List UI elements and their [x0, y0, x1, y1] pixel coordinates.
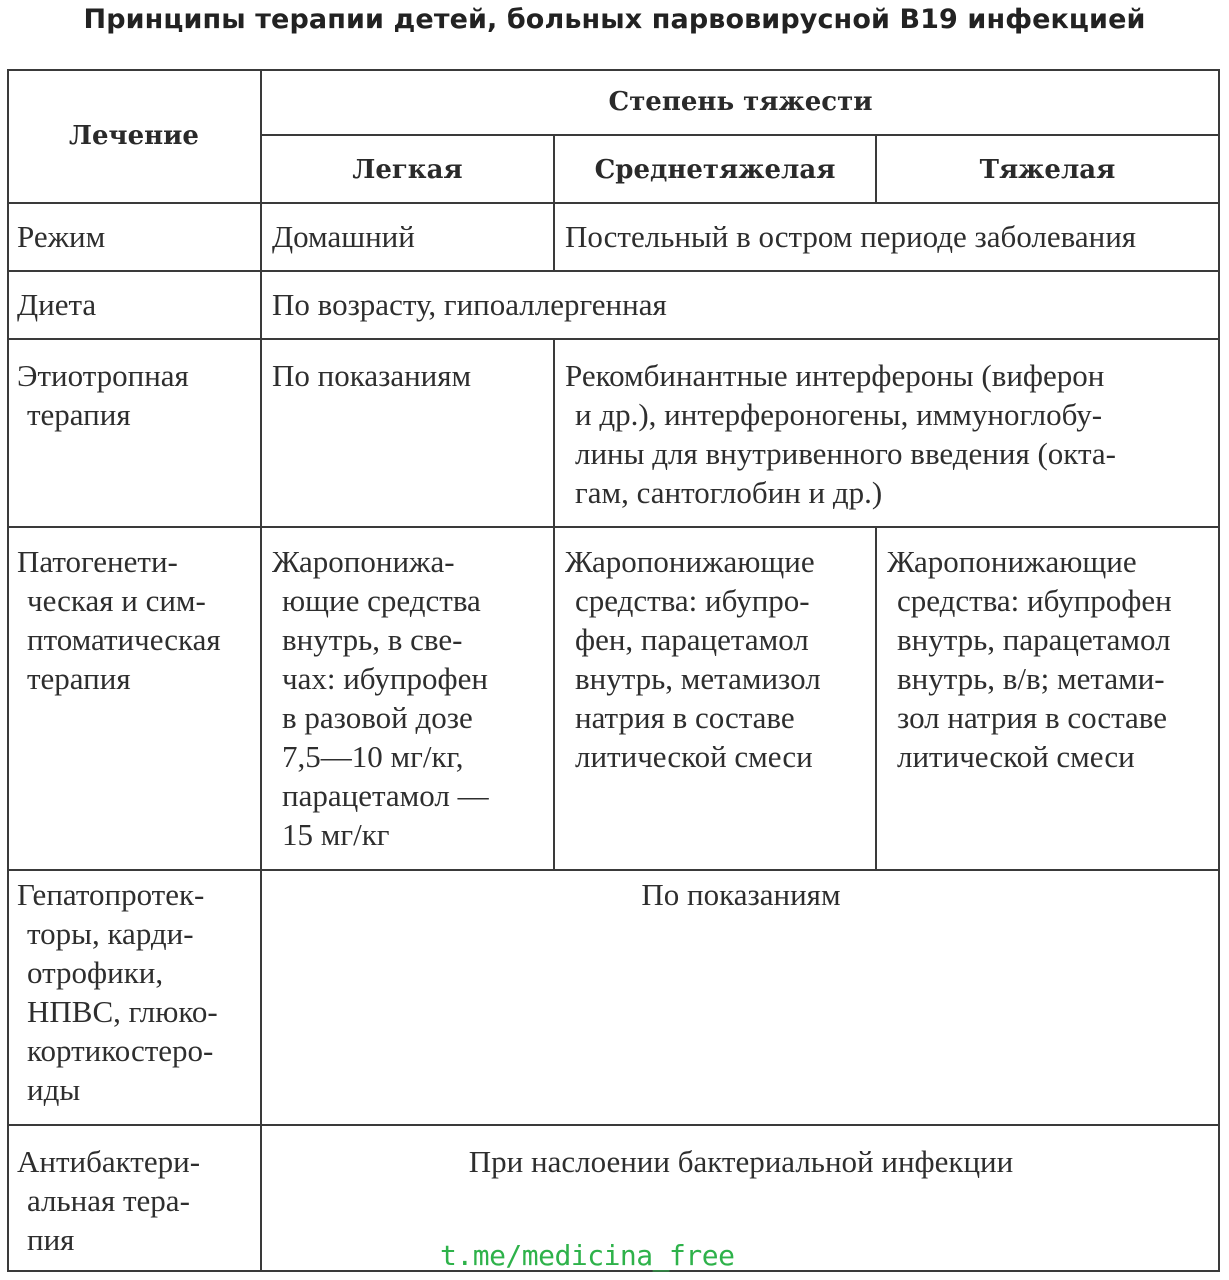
cell-line: литической смеси: [575, 739, 813, 774]
cell-line: и др.), интерфероногены, иммуноглобу-: [575, 397, 1103, 432]
page-title: Принципы терапии детей, больных парвовирусной В19 инфекцией: [83, 4, 1146, 35]
row-divider: [7, 1124, 1220, 1126]
column-divider: [260, 69, 262, 1272]
cell-line: в разовой дозе: [282, 700, 473, 735]
cell-line: зол натрия в составе: [897, 700, 1168, 735]
row-antibacterial-all: [262, 1142, 1220, 1181]
cell-line: средства: ибупрофен: [897, 583, 1172, 618]
cell-line: альная тера-: [27, 1183, 190, 1218]
cell-line: По показаниям: [641, 877, 841, 912]
row-divider: [7, 338, 1220, 340]
cell-line: средства: ибупро-: [575, 583, 810, 618]
cell-line: Диета: [17, 287, 97, 322]
cell-line: Постельный в остром периоде заболевания: [565, 219, 1137, 254]
row-regime-moderate-severe: [565, 217, 1136, 256]
cell-line: Жаропонижа-: [272, 544, 455, 579]
cell-line: литической смеси: [897, 739, 1135, 774]
cell-line: Домашний: [272, 219, 415, 254]
cell-line: фен, парацетамол: [575, 622, 809, 657]
cell-line: кортикостеро-: [27, 1033, 214, 1068]
cell-line: 15 мг/кг: [282, 817, 390, 852]
cell-line: При наслоении бактериальной инфекции: [468, 1144, 1014, 1179]
row-diet-label: [17, 285, 96, 324]
cell-line: Этиотропная: [17, 358, 189, 393]
cell-line: терапия: [27, 397, 131, 432]
cell-line: лины для внутривенного введения (окта-: [575, 436, 1116, 471]
cell-line: терапия: [27, 661, 131, 696]
table-border-left: [7, 69, 9, 1272]
cell-line: чах: ибупрофен: [282, 661, 488, 696]
cell-line: внутрь, парацетамол: [897, 622, 1171, 657]
cell-line: Патогенети-: [17, 544, 178, 579]
cell-line: ческая и сим-: [27, 583, 206, 618]
row-divider: [7, 869, 1220, 871]
column-divider: [553, 338, 555, 871]
cell-line: ющие средства: [282, 583, 481, 618]
header-divider: [261, 134, 1220, 136]
column-divider: [875, 526, 877, 871]
cell-line: Гепатопротек-: [17, 877, 205, 912]
header-moderate: Среднетяжелая: [594, 155, 836, 185]
row-divider: [7, 526, 1220, 528]
header-severity: Степень тяжести: [608, 87, 873, 117]
cell-line: парацетамол —: [282, 778, 489, 813]
header-mild: Легкая: [352, 155, 463, 185]
cell-line: Рекомбинантные интерфероны (виферон: [565, 358, 1105, 393]
cell-line: гам, сантоглобин и др.): [575, 475, 883, 510]
row-diet-all: [272, 285, 667, 324]
header-treatment: Лечение: [69, 121, 199, 151]
row-etiotropic-moderate-severe: [565, 356, 1116, 512]
row-pathogenetic-label: [17, 542, 221, 698]
table-border-top: [7, 69, 1220, 71]
cell-line: Жаропонижающие: [887, 544, 1137, 579]
cell-line: натрия в составе: [575, 700, 795, 735]
row-antibacterial-label: [17, 1142, 200, 1259]
therapy-table: [7, 69, 1220, 1272]
table-border-right: [1218, 69, 1220, 1272]
header-severe: Тяжелая: [979, 155, 1116, 185]
cell-line: НПВС, глюко-: [27, 994, 218, 1029]
row-regime-mild: [272, 217, 415, 256]
cell-line: Антибактери-: [17, 1144, 201, 1179]
row-regime-label: [17, 217, 105, 256]
row-hepatoprotectors-all: [262, 875, 1220, 914]
cell-line: торы, карди-: [27, 916, 194, 951]
row-pathogenetic-mild: [272, 542, 489, 854]
watermark-link[interactable]: t.me/medicina_free: [440, 1239, 735, 1272]
row-etiotropic-mild: [272, 356, 471, 395]
row-divider: [7, 270, 1220, 272]
cell-line: 7,5—10 мг/кг,: [282, 739, 464, 774]
cell-line: внутрь, в/в; метами-: [897, 661, 1165, 696]
cell-line: отрофики,: [27, 955, 164, 990]
cell-line: По возрасту, гипоаллергенная: [272, 287, 667, 322]
cell-line: пия: [27, 1222, 75, 1257]
row-pathogenetic-moderate: [565, 542, 821, 776]
cell-line: внутрь, в све-: [282, 622, 463, 657]
cell-line: По показаниям: [272, 358, 472, 393]
row-hepatoprotectors-label: [17, 875, 218, 1109]
cell-line: внутрь, метамизол: [575, 661, 821, 696]
row-divider: [7, 202, 1220, 204]
row-etiotropic-label: [17, 356, 189, 434]
cell-line: птоматическая: [27, 622, 221, 657]
cell-line: иды: [27, 1072, 81, 1107]
row-pathogenetic-severe: [887, 542, 1172, 776]
cell-line: Жаропонижающие: [565, 544, 815, 579]
cell-line: Режим: [17, 219, 106, 254]
